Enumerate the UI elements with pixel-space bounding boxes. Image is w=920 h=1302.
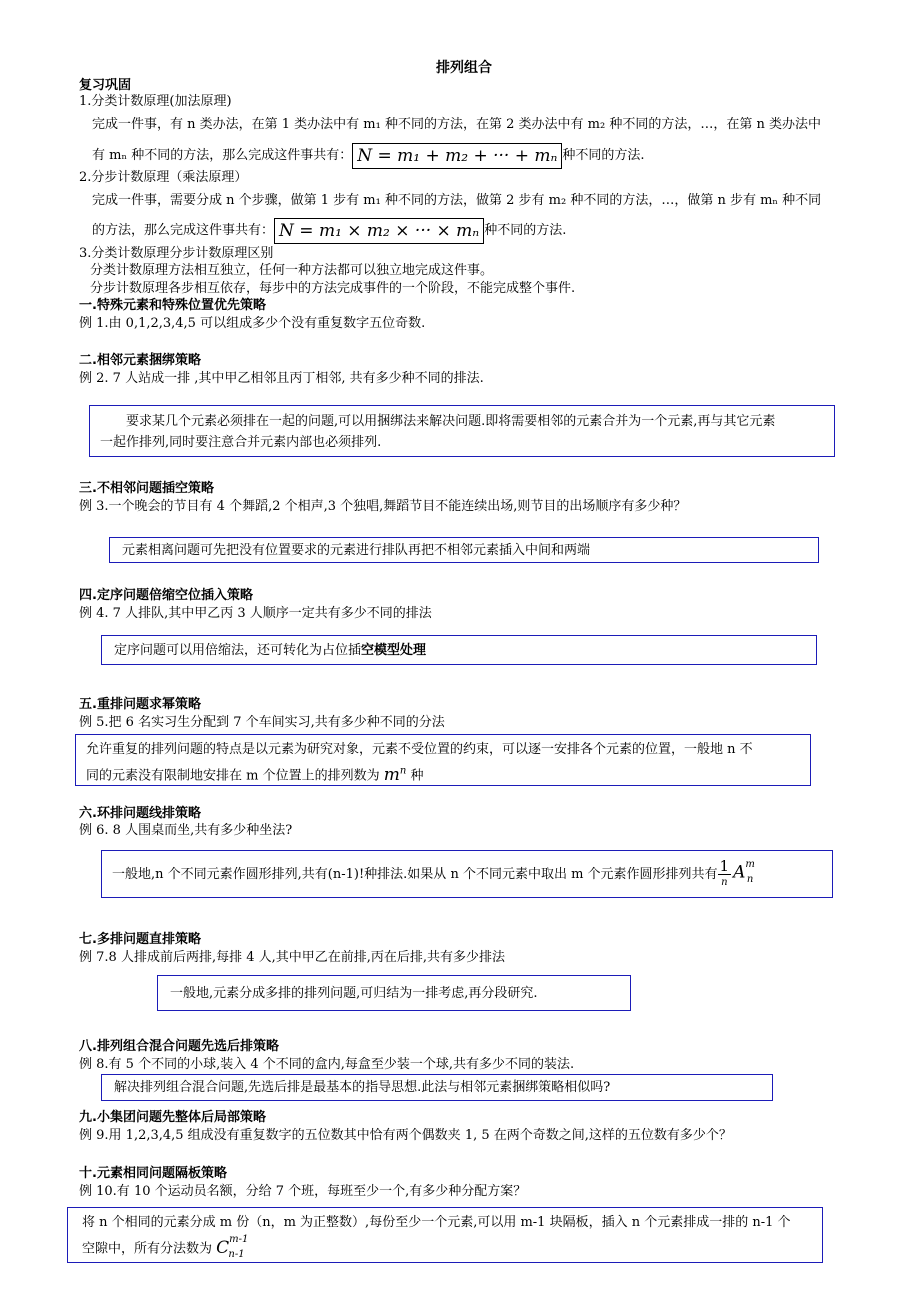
section-8-note-box: [101, 1074, 773, 1101]
principle-3-line1: 分类计数原理方法相互独立，任何一种方法都可以独立地完成这件事。: [90, 263, 494, 278]
section-2-heading: 二.相邻元素捆绑策略: [79, 353, 201, 368]
example-8: 例 8.有 5 个不同的小球,装入 4 个不同的盒内,每盒至少装一个球,共有多少不同的装法.: [79, 1057, 575, 1072]
power-formula-m-n: $m^n$: [383, 764, 407, 785]
principle-1-line2-pre: 有 mₙ 种不同的方法，那么完成这件事共有：: [92, 148, 353, 163]
section-7-note-box: [157, 975, 631, 1011]
section-4-note-text: 定序问题可以用倍缩法，还可转化为占位插: [114, 643, 362, 658]
section-2-note-line2: 一起作排列,同时要注意合并元素内部也必须排列.: [100, 435, 382, 450]
review-heading: 复习巩固: [79, 78, 132, 93]
section-10-note-line2: [82, 1233, 808, 1265]
principle-3-heading: 3.分类计数原理分步计数原理区别: [79, 246, 274, 261]
section-5-note-line2: [86, 760, 800, 787]
section-3-heading: 三.不相邻问题插空策略: [79, 481, 214, 496]
example-6: 例 6. 8 人围桌而坐,共有多少种坐法?: [79, 823, 293, 838]
page-title: 排列组合: [436, 60, 492, 76]
section-10-note-box: [67, 1207, 823, 1263]
example-5: 例 5.把 6 名实习生分配到 7 个车间实习,共有多少种不同的分法: [79, 715, 445, 730]
combination-formula-C: $C^{m-1}_{n-1}$: [216, 1234, 249, 1261]
principle-3-line2: 分步计数原理各步相互依存，每步中的方法完成事件的一个阶段，不能完成整个事件.: [90, 281, 576, 296]
section-2-note-box: [89, 405, 835, 457]
section-6-note-box: [101, 850, 833, 898]
section-4-note-bold: 空模型处理: [361, 643, 427, 658]
arrangement-symbol-A: $A^m_n$: [733, 858, 755, 886]
section-1-heading: 一.特殊元素和特殊位置优先策略: [79, 298, 266, 313]
principle-1-heading: 1.分类计数原理(加法原理): [79, 94, 232, 109]
section-4-note-box: [101, 635, 817, 665]
example-10: 例 10.有 10 个运动员名额，分给 7 个班，每班至少一个,有多少种分配方案？: [79, 1184, 527, 1199]
principle-2-line2-pre: 的方法，那么完成这件事共有：: [92, 223, 275, 238]
example-3: 例 3.一个晚会的节目有 4 个舞蹈,2 个相声,3 个独唱,舞蹈节目不能连续出场,则节目的出场顺序有多少种？: [79, 499, 687, 514]
example-1: 例 1.由 0,1,2,3,4,5 可以组成多少个没有重复数字五位奇数.: [79, 316, 426, 331]
section-5-note-line1: 允许重复的排列问题的特点是以元素为研究对象，元素不受位置的约束，可以逐一安排各个元素的位置，一般地 n 不: [86, 742, 753, 757]
section-5-note-line2-pre: 同的元素没有限制地安排在 m 个位置上的排列数为: [86, 768, 380, 784]
principle-2-heading: 2.分步计数原理（乘法原理）: [79, 170, 248, 185]
section-6-note-text: 一般地,n 个不同元素作圆形排列,共有(n-1)!种排法.如果从 n 个不同元素中取出 m 个元素作圆形排列共有: [112, 866, 718, 882]
section-8-note: 解决排列组合混合问题,先选后排是最基本的指导思想.此法与相邻元素捆绑策略相似吗?: [114, 1080, 611, 1095]
principle-1-text-line1: 完成一件事，有 n 类办法，在第 1 类办法中有 m₁ 种不同的方法，在第 2 类办法中有 m₂ 种不同的方法，…，在第 n 类办法中: [92, 117, 821, 132]
section-10-note-line2-pre: 空隙中，所有分法数为: [82, 1241, 213, 1257]
principle-1-text-line2: [92, 143, 645, 169]
section-3-note-box: [109, 537, 819, 563]
section-6-heading: 六.环排问题线排策略: [79, 806, 201, 821]
example-7: 例 7.8 人排成前后两排,每排 4 人,其中甲乙在前排,丙在后排,共有多少排法: [79, 950, 506, 965]
example-4: 例 4. 7 人排队,其中甲乙丙 3 人顺序一定共有多少不同的排法: [79, 606, 432, 621]
example-2: 例 2. 7 人站成一排 ,其中甲乙相邻且丙丁相邻, 共有多少种不同的排法.: [79, 371, 484, 386]
section-7-note: 一般地,元素分成多排的排列问题,可归结为一排考虑,再分段研究.: [170, 986, 538, 1001]
section-5-note-box: [75, 734, 811, 786]
multiplication-formula: N = m₁ × m₂ × ··· × mₙ: [274, 218, 484, 244]
addition-formula: N = m₁ + m₂ + ··· + mₙ: [352, 143, 562, 169]
section-5-note-line2-post: 种: [410, 768, 424, 784]
section-4-heading: 四.定序问题倍缩空位插入策略: [79, 588, 253, 603]
example-9: 例 9.用 1,2,3,4,5 组成没有重复数字的五位数其中恰有两个偶数夹 1, 5 在两个奇数之间,这样的五位数有多少个？: [79, 1128, 732, 1143]
section-8-heading: 八.排列组合混合问题先选后排策略: [79, 1039, 279, 1054]
section-10-note-line1: 将 n 个相同的元素分成 m 份（n，m 为正整数）,每份至少一个元素,可以用 m-1 块隔板，插入 n 个元素排成一排的 n-1 个: [82, 1215, 791, 1230]
section-10-heading: 十.元素相同问题隔板策略: [79, 1166, 227, 1181]
section-3-note: 元素相离问题可先把没有位置要求的元素进行排队再把不相邻元素插入中间和两端: [122, 543, 591, 558]
section-5-heading: 五.重排问题求幂策略: [79, 697, 201, 712]
section-9-heading: 九.小集团问题先整体后局部策略: [79, 1110, 266, 1125]
principle-1-line2-post: 种不同的方法.: [562, 148, 645, 163]
principle-2-line2-post: 种不同的方法.: [484, 223, 567, 238]
circular-arrangement-formula: $\frac{1}{n}$: [719, 856, 730, 888]
principle-2-text-line1: 完成一件事，需要分成 n 个步骤，做第 1 步有 m₁ 种不同的方法，做第 2 步有 m₂ 种不同的方法，…，做第 n 步有 mₙ 种不同: [92, 193, 822, 208]
section-7-heading: 七.多排问题直排策略: [79, 932, 201, 947]
section-2-note-line1: 要求某几个元素必须排在一起的问题,可以用捆绑法来解决问题.即将需要相邻的元素合并为一个元素,再与其它元素: [126, 414, 776, 429]
principle-2-text-line2: [92, 218, 566, 244]
